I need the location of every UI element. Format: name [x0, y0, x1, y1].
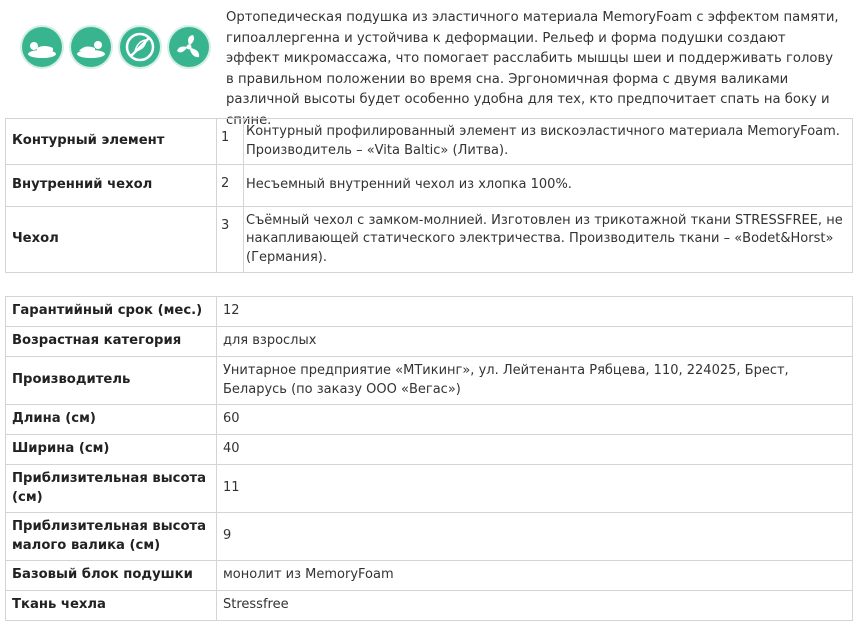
- table-row: [6, 561, 853, 591]
- person-sleeping-back-icon: [22, 27, 62, 67]
- table-row: [6, 297, 853, 327]
- spec-value: 9: [217, 513, 853, 561]
- product-description: Ортопедическая подушка из эластичного материала MemoryFoam с эффектом памяти, гипоаллергенна и устойчива к деформации. Рельеф и форма подушки создают эффект микромассажа, что помогает расслабить мышцы шеи и поддерживать голову в правильном положении во время сна. Эргономичная форма с двумя валиками различной высоты будет особенно удобна для тех, кто предпочитает спать на боку и спине.: [226, 10, 839, 128]
- spec-label: Базовый блок подушки: [6, 561, 217, 591]
- table-row: [6, 357, 853, 405]
- component-number: 3: [217, 207, 244, 273]
- ventilation-fan-icon: [169, 27, 209, 67]
- table-row: [6, 405, 853, 435]
- table-row: [6, 327, 853, 357]
- table-row: [6, 435, 853, 465]
- spec-label: Длина (см): [6, 405, 217, 435]
- specifications-table: [5, 296, 853, 621]
- table-row: [6, 465, 853, 513]
- spec-value: для взрослых: [217, 327, 853, 357]
- component-description: Несъемный внутренний чехол из хлопка 100%.: [244, 165, 853, 207]
- spec-value: Stressfree: [217, 591, 853, 621]
- component-label: Контурный элемент: [6, 119, 217, 165]
- table-row: [6, 513, 853, 561]
- spec-value: монолит из MemoryFoam: [217, 561, 853, 591]
- component-number: 2: [217, 165, 244, 207]
- hypoallergenic-icon: [120, 27, 160, 67]
- table-row: [6, 165, 853, 207]
- component-label: Внутренний чехол: [6, 165, 217, 207]
- spec-value: 11: [217, 465, 853, 513]
- person-sleeping-side-icon: [71, 27, 111, 67]
- spec-label: Ткань чехла: [6, 591, 217, 621]
- spec-value: Унитарное предприятие «МТикинг», ул. Лейтенанта Рябцева, 110, 224025, Брест, Беларусь (по заказу ООО «Вегас»): [217, 357, 853, 405]
- component-label: Чехол: [6, 207, 217, 273]
- spec-label: Приблизительная высота малого валика (см): [6, 513, 217, 561]
- table-row: [6, 119, 853, 165]
- component-description: Контурный профилированный элемент из вискоэластичного материала MemoryFoam. Производитель – «Vita Baltic» (Литва).: [244, 119, 853, 165]
- table-row: [6, 207, 853, 273]
- components-table: [5, 118, 853, 273]
- component-number: 1: [217, 119, 244, 165]
- component-description: Съёмный чехол с замком-молнией. Изготовлен из трикотажной ткани STRESSFREE, не накапливающей статического электричества. Производитель ткани – «Bodet&Horst» (Германия).: [244, 207, 853, 273]
- spec-label: Гарантийный срок (мес.): [6, 297, 217, 327]
- spec-value: 40: [217, 435, 853, 465]
- spec-label: Производитель: [6, 357, 217, 405]
- spec-value: 60: [217, 405, 853, 435]
- spec-label: Ширина (см): [6, 435, 217, 465]
- table-row: [6, 591, 853, 621]
- product-intro: [0, 0, 858, 128]
- spec-label: Возрастная категория: [6, 327, 217, 357]
- spec-value: 12: [217, 297, 853, 327]
- spec-label: Приблизительная высота (см): [6, 465, 217, 513]
